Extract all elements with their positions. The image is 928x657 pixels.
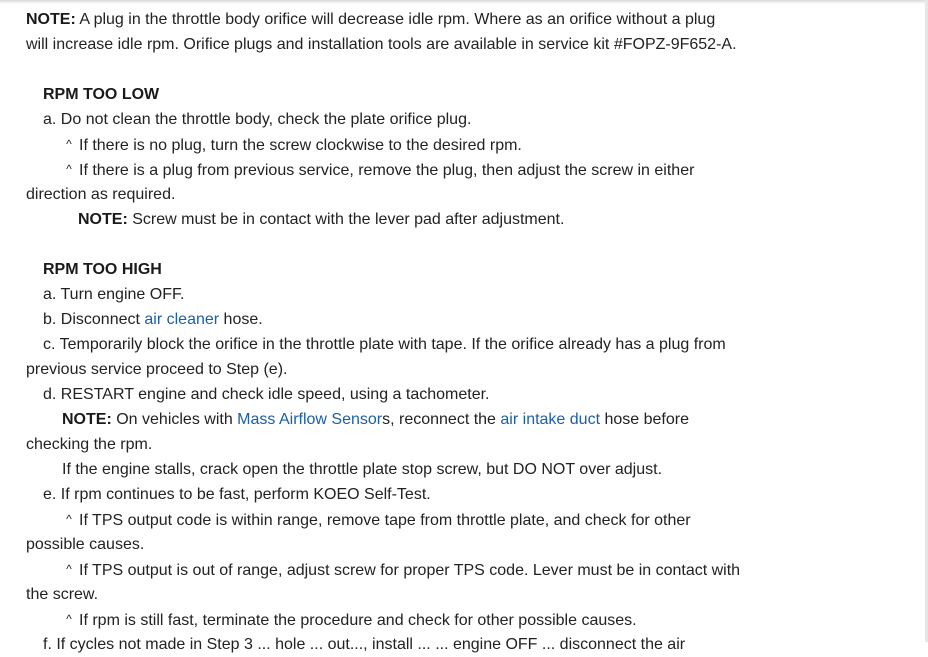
caret-icon: ^: [66, 612, 72, 626]
air-intake-duct-link[interactable]: air intake duct: [500, 411, 601, 428]
high-step-e: e. If rpm continues to be fast, perform KOEO Self-Test.: [43, 486, 431, 503]
section-heading-rpm-too-low: RPM TOO LOW: [43, 86, 160, 103]
high-e-bullet-2: ^ If TPS output is out of range, adjust screw for proper TPS code. Lever must be in contact with: [26, 557, 826, 582]
document-body: [26, 7, 826, 632]
air-cleaner-link[interactable]: air cleaner: [144, 311, 220, 328]
caret-icon: ^: [66, 162, 72, 176]
low-bullet-2: ^ If there is a plug from previous service, remove the plug, then adjust the screw in either: [26, 157, 826, 182]
high-stall-text: If the engine stalls, crack open the throttle plate stop screw, but DO NOT over adjust.: [62, 461, 663, 478]
caret-icon: ^: [66, 562, 72, 576]
low-bullet-1: ^ If there is no plug, turn the screw clockwise to the desired rpm.: [26, 132, 826, 157]
note-label: NOTE:: [26, 11, 76, 28]
intro-note-line-1: NOTE: A plug in the throttle body orifice will decrease idle rpm. Where as an orifice without a plug: [26, 11, 716, 28]
section-heading-rpm-too-high: RPM TOO HIGH: [43, 261, 162, 278]
caret-icon: ^: [66, 137, 72, 151]
high-e-bullet-3: ^ If rpm is still fast, terminate the procedure and check for other possible causes.: [26, 607, 826, 632]
high-step-a: a. Turn engine OFF.: [43, 286, 185, 303]
high-step-c-cont: previous service proceed to Step (e).: [26, 361, 288, 378]
low-note: NOTE: Screw must be in contact with the lever pad after adjustment.: [78, 211, 565, 228]
high-step-d: d. RESTART engine and check idle speed, using a tachometer.: [43, 386, 490, 403]
top-edge-shadow: [0, 0, 928, 4]
high-step-c: c. Temporarily block the orifice in the throttle plate with tape. If the orifice already has a plug from: [43, 336, 726, 353]
high-e-bullet-2-cont: the screw.: [26, 586, 99, 603]
high-e-bullet-1: ^ If TPS output code is within range, remove tape from throttle plate, and check for other: [26, 507, 826, 532]
high-note: NOTE: On vehicles with Mass Airflow Sensors, reconnect the air intake duct hose before: [62, 411, 689, 428]
mass-airflow-sensor-link[interactable]: Mass Airflow Sensor: [237, 411, 383, 428]
low-step-a: a. Do not clean the throttle body, check the plate orifice plug.: [43, 111, 472, 128]
intro-note-line-2: will increase idle rpm. Orifice plugs and installation tools are available in service kit #FOPZ-9F652-A.: [26, 36, 737, 53]
low-bullet-2-cont: direction as required.: [26, 186, 176, 203]
caret-icon: ^: [66, 512, 72, 526]
high-e-bullet-1-cont: possible causes.: [26, 536, 145, 553]
high-step-f-partial: f. If cycles not made in Step 3 ... hole ... out..., install ... ... engine OFF ... disconnect the air: [43, 636, 686, 653]
high-step-b: b. Disconnect air cleaner hose.: [43, 311, 263, 328]
high-note-cont: checking the rpm.: [26, 436, 153, 453]
